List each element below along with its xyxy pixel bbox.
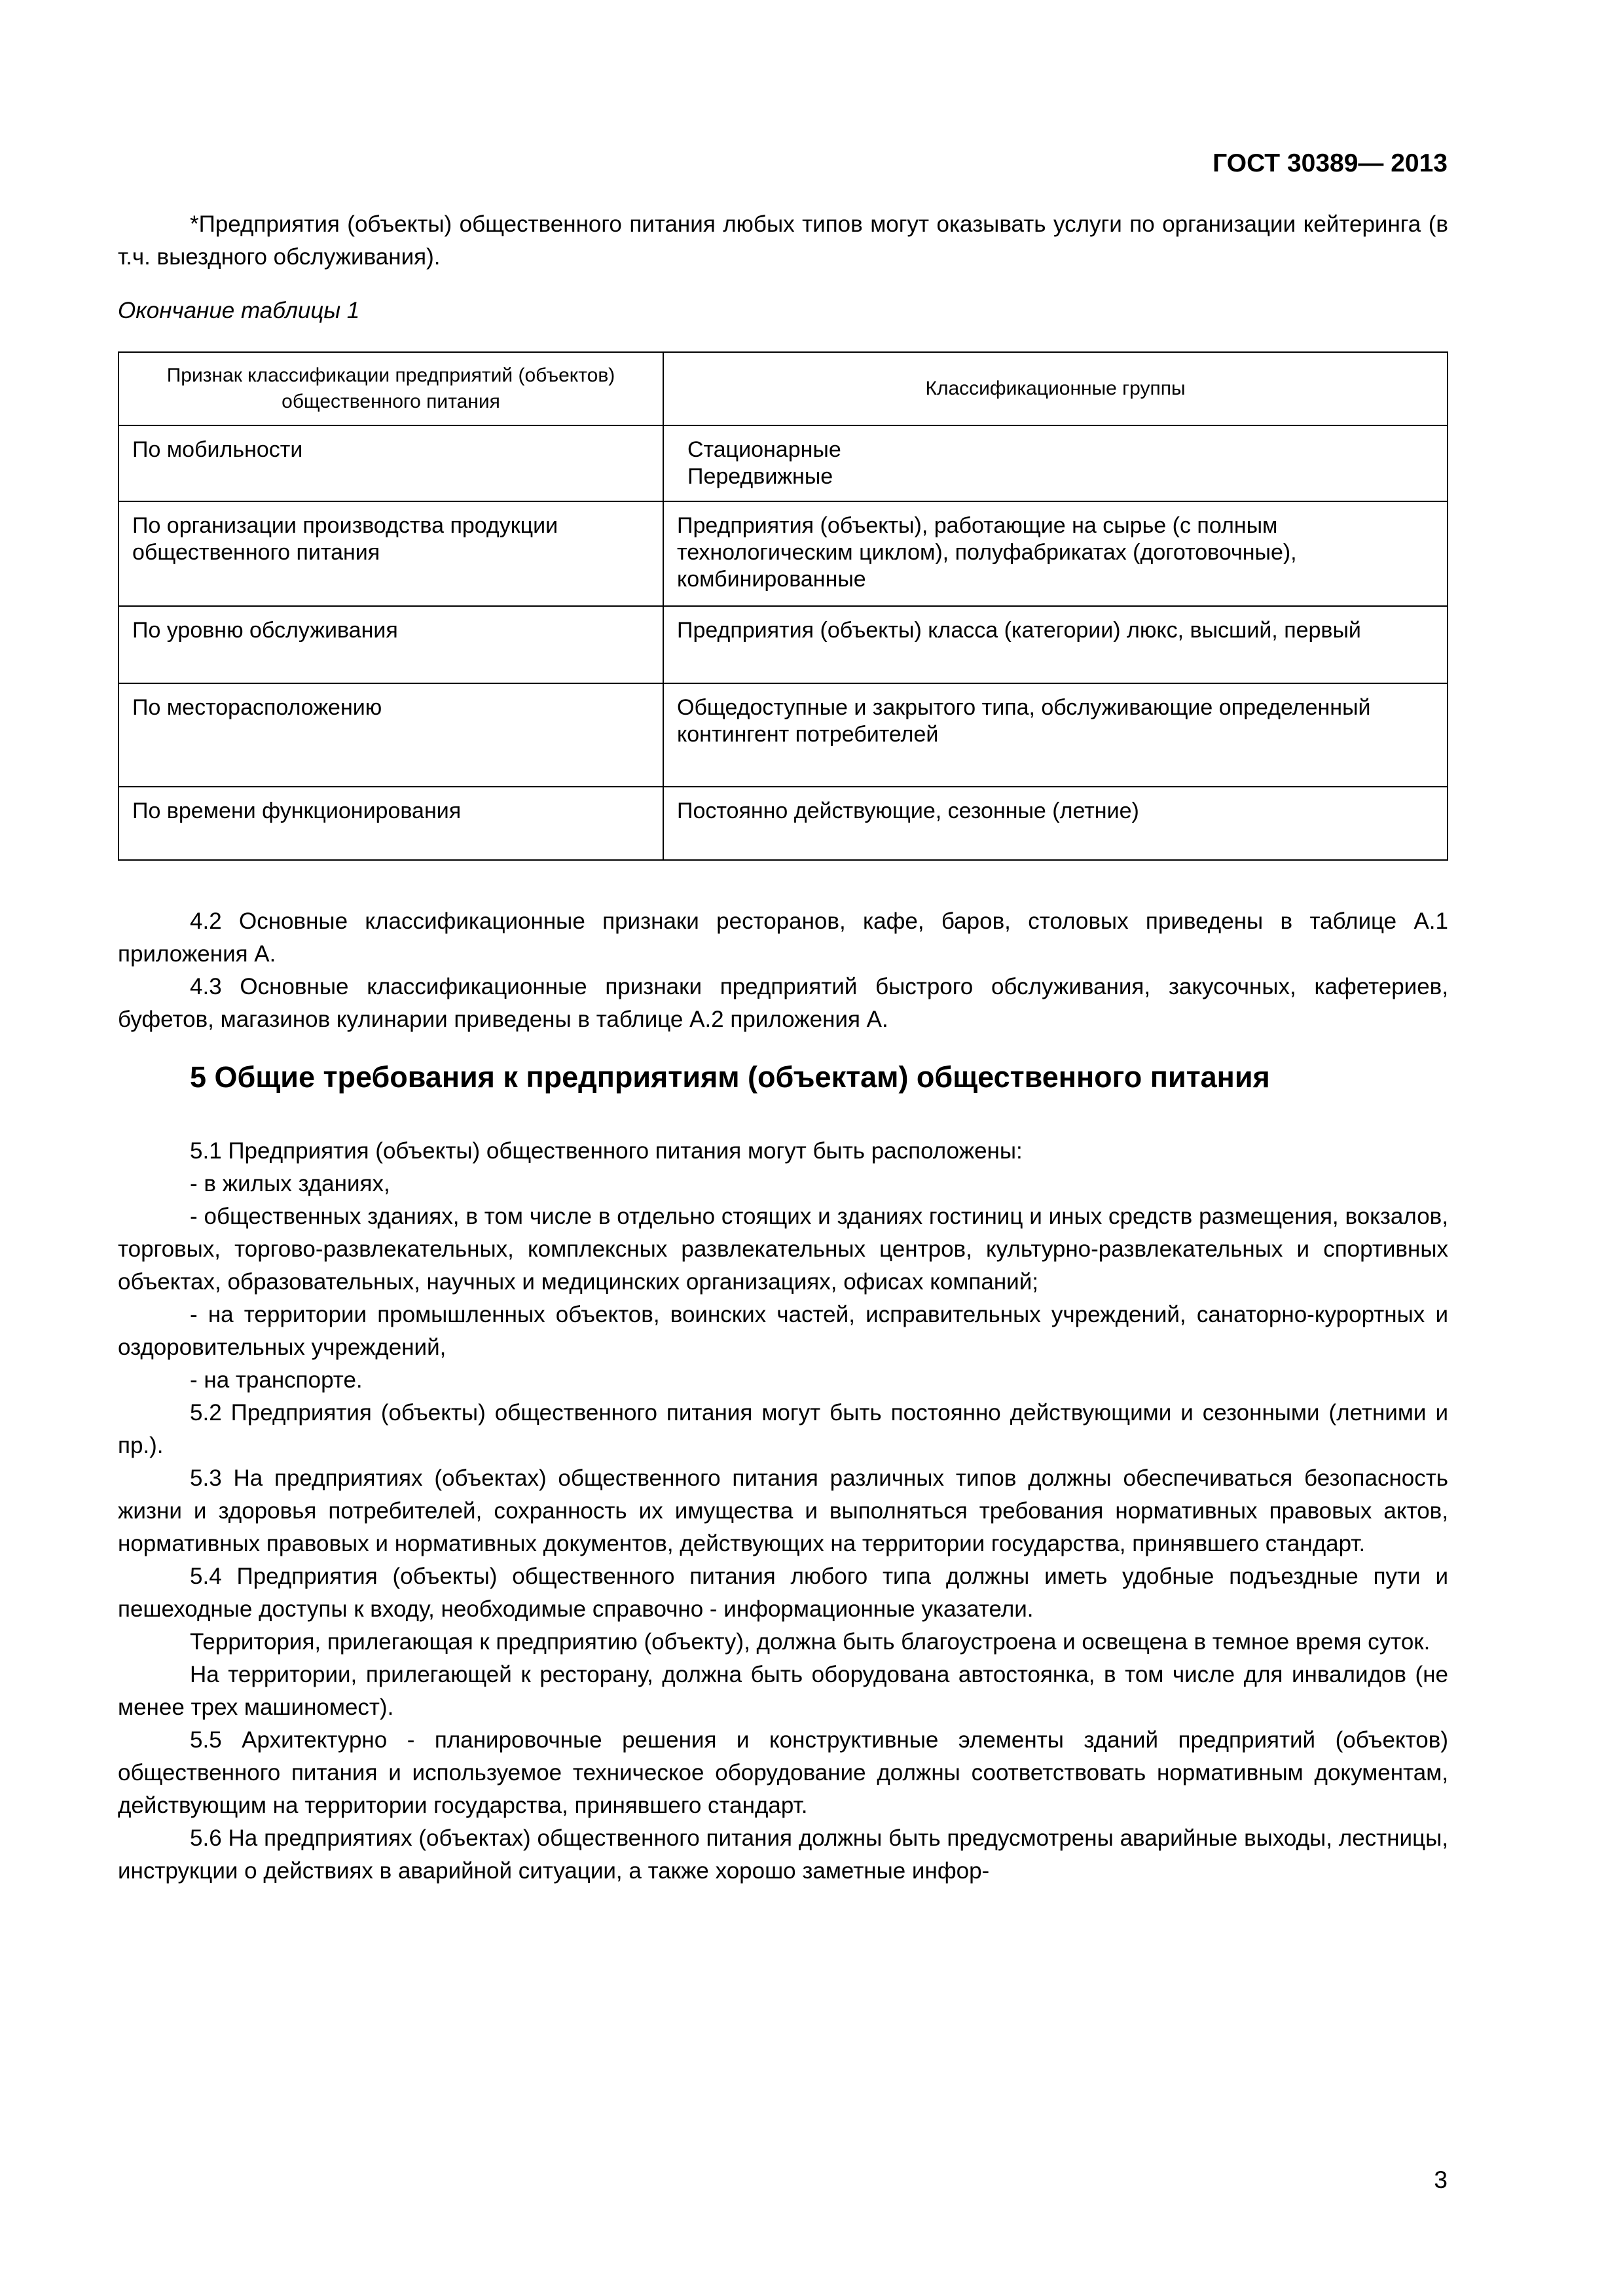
paragraph: 5.4 Предприятия (объекты) общественного питания любого типа должны иметь удобные подъездные пути и пешеходные доступы к входу, необходимые справочно - информационные указатели. — [118, 1564, 1448, 1622]
footnote: *Предприятия (объекты) общественного питания любых типов могут оказывать услуги по организации кейтеринга (в т.ч. выездного обслуживания). — [118, 211, 1448, 270]
list-item: - на транспорте. — [190, 1367, 363, 1393]
list-item: - на территории промышленных объектов, воинских частей, исправительных учреждений, санаторно-курортных и оздоровительных учреждений, — [118, 1302, 1448, 1360]
table-cell: Предприятия (объекты) класса (категории) люкс, высший, первый — [663, 606, 1448, 683]
section-5-text — [118, 1135, 1448, 1888]
paragraph: 4.2 Основные классификационные признаки ресторанов, кафе, баров, столовых приведены в таблице А.1 приложения А. — [118, 908, 1448, 967]
table-header-cell: Классификационные группы — [663, 352, 1448, 425]
table-cell: Общедоступные и закрытого типа, обслуживающие определенный контингент потребителей — [663, 683, 1448, 787]
table-row — [119, 501, 1448, 606]
paragraph: Территория, прилегающая к предприятию (объекту), должна быть благоустроена и освещена в темное время суток. — [190, 1629, 1431, 1655]
table-row — [119, 787, 1448, 860]
paragraph: На территории, прилегающей к ресторану, должна быть оборудована автостоянка, в том числе для инвалидов (не менее трех машиномест). — [118, 1662, 1448, 1720]
section-4-text — [118, 905, 1448, 1036]
list-item: - общественных зданиях, в том числе в отдельно стоящих и зданиях гостиниц и иных средств размещения, вокзалов, торговых, торгово-развлекательных, комплексных развлекательных центров, культурно-развлекательных и спортивных объектах, образовательных, научных и медицинских организациях, офисах компаний; — [118, 1204, 1448, 1295]
section-title: 5 Общие требования к предприятиям (объектам) общественного питания — [190, 1060, 1270, 1094]
classification-table — [118, 351, 1448, 861]
paragraph: 5.5 Архитектурно - планировочные решения и конструктивные элементы зданий предприятий (объектов) общественного питания и используемое техническое оборудование должны соответствовать нормативным документам, действующим на территории государства, принявшего стандарт. — [118, 1727, 1448, 1818]
table-row — [119, 683, 1448, 787]
table-cell: Постоянно действующие, сезонные (летние) — [663, 787, 1448, 860]
page-number: 3 — [1434, 2166, 1448, 2193]
table-cell: По мобильности — [119, 425, 663, 501]
paragraph: 5.1 Предприятия (объекты) общественного питания могут быть расположены: — [190, 1138, 1023, 1164]
table-cell: По уровню обслуживания — [119, 606, 663, 683]
table-cell: По организации производства продукции общественного питания — [119, 501, 663, 606]
paragraph: 5.2 Предприятия (объекты) общественного питания могут быть постоянно действующими и сезонными (летними и пр.). — [118, 1400, 1448, 1458]
document-code: ГОСТ 30389— 2013 — [1213, 149, 1448, 177]
table-cell: По месторасположению — [119, 683, 663, 787]
table-cell: По времени функционирования — [119, 787, 663, 860]
table-row — [119, 606, 1448, 683]
list-item: - в жилых зданиях, — [190, 1171, 390, 1196]
table-caption: Окончание таблицы 1 — [118, 298, 360, 323]
table-cell: Стационарные Передвижные — [663, 425, 1448, 501]
table-row — [119, 425, 1448, 501]
table-cell: Предприятия (объекты), работающие на сырье (с полным технологическим циклом), полуфабрикатах (доготовочные), комбинированные — [663, 501, 1448, 606]
paragraph: 5.6 На предприятиях (объектах) общественного питания должны быть предусмотрены аварийные выходы, лестницы, инструкции о действиях в аварийной ситуации, а также хорошо заметные инфор- — [118, 1825, 1448, 1884]
paragraph: 5.3 На предприятиях (объектах) общественного питания различных типов должны обеспечиваться безопасность жизни и здоровья потребителей, сохранность их имущества и выполняться требования нормативных правовых актов, нормативных правовых и нормативных документов, действующих на территории государства, принявшего стандарт. — [118, 1465, 1448, 1556]
table-header-row — [119, 352, 1448, 425]
paragraph: 4.3 Основные классификационные признаки предприятий быстрого обслуживания, закусочных, кафетериев, буфетов, магазинов кулинарии приведены в таблице А.2 приложения А. — [118, 974, 1448, 1032]
table-header-cell: Признак классификации предприятий (объектов) общественного питания — [119, 352, 663, 425]
